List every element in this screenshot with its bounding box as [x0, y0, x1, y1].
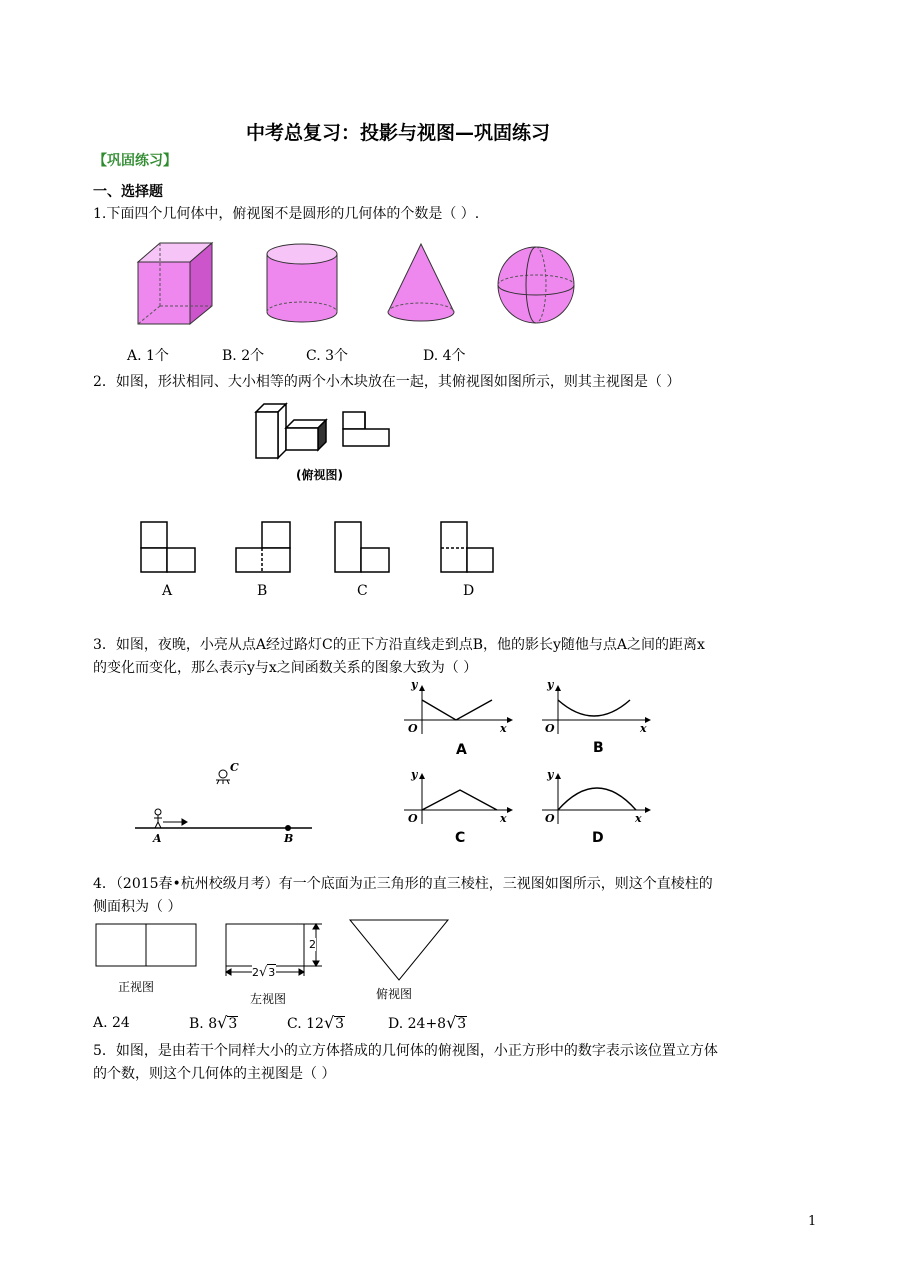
width-coef: 2: [252, 966, 259, 979]
top-view-triangle: [350, 920, 448, 980]
q3-text-line1: 3．如图，夜晚，小亮从点A经过路灯C的正下方沿直线走到点B，他的影长y随他与点A之间的距离x: [93, 637, 705, 653]
page-title: 中考总复习：投影与视图—巩固练习: [246, 122, 551, 144]
graph-d-o: O: [545, 812, 555, 825]
graph-d[interactable]: [542, 774, 650, 824]
cube-solid: [138, 243, 212, 324]
q2-blocks-figure: [0, 398, 909, 488]
q5-text-line1: 5．如图，是由若干个同样大小的立方体搭成的几何体的俯视图，小正方形中的数字表示该位置立方体: [93, 1043, 718, 1059]
graph-b[interactable]: [542, 686, 650, 734]
left-view-width-dim: 2√3: [252, 965, 276, 980]
graph-c-o: O: [408, 812, 418, 825]
width-radicand: 3: [268, 966, 276, 979]
q4-option-a[interactable]: A. 24: [93, 1015, 130, 1031]
sphere-solid: [498, 247, 574, 323]
q2-label-a: A: [162, 583, 173, 599]
q2-label-c: C: [357, 583, 368, 599]
q1-option-d[interactable]: D. 4个: [423, 348, 466, 364]
graph-d-x: x: [635, 812, 642, 825]
top-view-shape: [343, 412, 389, 446]
q1-option-c[interactable]: C. 3个: [306, 348, 349, 364]
q2-choice-c-shape[interactable]: [335, 522, 389, 572]
graph-b-o: O: [545, 722, 555, 735]
q2-choice-b-shape[interactable]: [236, 522, 290, 572]
front-view-caption: 正视图: [118, 980, 155, 994]
q1-solids-figure: [0, 240, 909, 350]
page-number: 1: [808, 1214, 817, 1229]
section-tag: 【巩固练习】: [93, 153, 177, 169]
graph-c-label: C: [455, 830, 466, 846]
q5-text-line2: 的个数，则这个几何体的主视图是（ ）: [93, 1066, 336, 1082]
q4-text-line1: 4．（2015春•杭州校级月考）有一个底面为正三角形的直三棱柱，三视图如图所示，则这个直棱柱的: [93, 876, 713, 892]
graph-a-label: A: [456, 742, 467, 758]
graph-c-y: y: [411, 768, 418, 781]
q1-option-a[interactable]: A. 1个: [127, 348, 169, 364]
cylinder-solid: [267, 244, 337, 322]
graph-b-y: y: [547, 678, 554, 691]
q3-text-line2: 的变化而变化，那么表示y与x之间函数关系的图象大致为（ ）: [93, 660, 478, 676]
q4-option-d[interactable]: D. 24+8√3: [388, 1013, 467, 1032]
q2-choices-figure: [0, 518, 909, 578]
top-view-caption: 俯视图: [376, 987, 413, 1001]
graph-c-x: x: [500, 812, 507, 825]
q3-graphs-figure: [0, 680, 909, 850]
scene-label-b: B: [284, 832, 294, 845]
q2-caption: (俯视图): [296, 468, 343, 482]
graph-d-y: y: [547, 768, 554, 781]
graph-c[interactable]: [404, 774, 512, 824]
section-heading: 一、选择题: [93, 184, 163, 200]
graph-a-x: x: [500, 722, 507, 735]
q4-option-b[interactable]: B. 8√3: [189, 1013, 238, 1032]
q4-option-c[interactable]: C. 12√3: [287, 1013, 345, 1032]
graph-a-y: y: [411, 678, 418, 691]
wooden-blocks-3d: [256, 404, 326, 458]
q2-text: 2．如图，形状相同、大小相等的两个小木块放在一起，其俯视图如图所示，则其主视图是（ ）: [93, 374, 681, 390]
q2-label-b: B: [257, 583, 268, 599]
graph-b-x: x: [640, 722, 647, 735]
q4-text-line2: 侧面积为（ ）: [93, 899, 182, 915]
left-view-caption: 左视图: [250, 992, 287, 1006]
q1-option-b[interactable]: B. 2个: [222, 348, 265, 364]
left-view-height-dim: 2: [309, 938, 316, 951]
q1-text: 1.下面四个几何体中，俯视图不是圆形的几何体的个数是（ ）.: [93, 206, 480, 222]
front-view-shape: [96, 924, 196, 966]
scene-label-c: C: [230, 761, 239, 774]
graph-b-label: B: [593, 740, 604, 756]
q2-label-d: D: [463, 583, 475, 599]
graph-d-label: D: [592, 830, 604, 846]
q2-choice-a-shape[interactable]: [141, 522, 195, 572]
q2-choice-d-shape[interactable]: [441, 522, 493, 572]
graph-a[interactable]: [404, 686, 512, 734]
graph-a-o: O: [408, 722, 418, 735]
cone-solid: [388, 244, 454, 321]
scene-label-a: A: [153, 832, 162, 845]
